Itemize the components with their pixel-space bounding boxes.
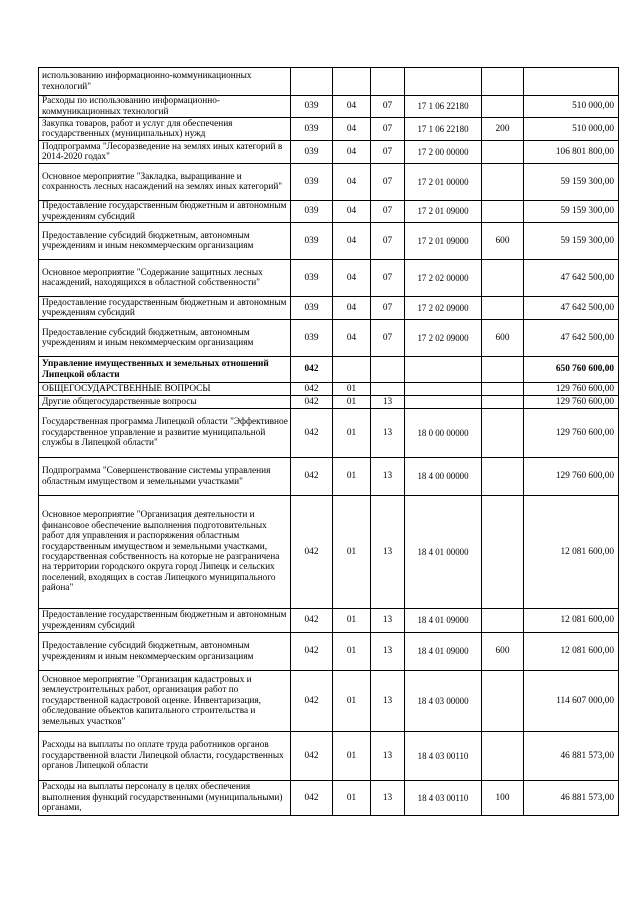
target-article-cell	[405, 357, 482, 383]
table-row	[39, 409, 619, 458]
ministry-code-cell: 042	[291, 409, 333, 458]
row-name-cell: Расходы на выплаты по оплате труда работников органов государственной власти Липецкой области, государственных органов Липецкой области	[39, 732, 291, 781]
target-article-cell	[405, 383, 482, 396]
table-row	[39, 383, 619, 396]
subsection-code-cell: 13	[371, 633, 405, 671]
amount-cell: 46 881 573,00	[524, 781, 619, 816]
subsection-code-cell: 07	[371, 223, 405, 260]
target-article-cell: 17 2 02 00000	[405, 260, 482, 297]
row-name-cell: Предоставление государственным бюджетным и автономным учреждениям субсидий	[39, 609, 291, 633]
expense-type-cell	[482, 96, 524, 118]
row-name-cell: Государственная программа Липецкой области "Эффективное государственное управление и развитие муниципальной службы в Липецкой области"	[39, 409, 291, 458]
table-row	[39, 297, 619, 320]
ministry-code-cell: 039	[291, 297, 333, 320]
table-row	[39, 732, 619, 781]
subsection-code-cell: 07	[371, 164, 405, 201]
amount-cell: 47 642 500,00	[524, 260, 619, 297]
target-article-cell: 18 4 03 00110	[405, 732, 482, 781]
table-row	[39, 781, 619, 816]
section-code-cell: 01	[333, 458, 371, 496]
section-code-cell: 01	[333, 781, 371, 816]
amount-cell	[524, 68, 619, 96]
ministry-code-cell: 039	[291, 260, 333, 297]
ministry-code-cell: 039	[291, 141, 333, 164]
subsection-code-cell	[371, 357, 405, 383]
amount-cell: 12 081 600,00	[524, 633, 619, 671]
ministry-code-cell: 039	[291, 164, 333, 201]
ministry-code-cell: 039	[291, 118, 333, 141]
table-body	[39, 68, 619, 816]
table-row	[39, 396, 619, 409]
section-code-cell: 01	[333, 633, 371, 671]
amount-cell: 129 760 600,00	[524, 396, 619, 409]
subsection-code-cell: 07	[371, 141, 405, 164]
section-code-cell: 04	[333, 320, 371, 357]
target-article-cell: 17 1 06 22180	[405, 96, 482, 118]
section-code-cell: 04	[333, 297, 371, 320]
amount-cell: 59 159 300,00	[524, 164, 619, 201]
subsection-code-cell: 13	[371, 496, 405, 609]
row-name-cell: использованию информационно-коммуникационных технологий"	[39, 68, 291, 96]
expense-type-cell	[482, 297, 524, 320]
amount-cell: 114 607 000,00	[524, 671, 619, 732]
table-row	[39, 68, 619, 96]
ministry-code-cell: 042	[291, 609, 333, 633]
section-code-cell: 01	[333, 496, 371, 609]
ministry-code-cell: 042	[291, 633, 333, 671]
row-name-cell: ОБЩЕГОСУДАРСТВЕННЫЕ ВОПРОСЫ	[39, 383, 291, 396]
subsection-code-cell: 13	[371, 409, 405, 458]
table-row	[39, 320, 619, 357]
subsection-code-cell: 07	[371, 96, 405, 118]
target-article-cell: 18 4 03 00110	[405, 781, 482, 816]
row-name-cell: Основное мероприятие "Организация кадастровых и землеустроительных работ, организация работ по государственной кадастровой оценке. Инвентаризация, обследование объектов капитального строительства и земельных участков"	[39, 671, 291, 732]
table-row	[39, 164, 619, 201]
target-article-cell: 18 4 00 00000	[405, 458, 482, 496]
section-code-cell: 01	[333, 609, 371, 633]
table-row	[39, 609, 619, 633]
row-name-cell: Подпрограмма "Лесоразведение на землях иных категорий в 2014-2020 годах"	[39, 141, 291, 164]
row-name-cell: Расходы на выплаты персоналу в целях обеспечения выполнения функций государственными (муниципальными) органами,	[39, 781, 291, 816]
section-code-cell: 01	[333, 732, 371, 781]
subsection-code-cell: 13	[371, 609, 405, 633]
row-name-cell: Предоставление субсидий бюджетным, автономным учреждениям и иным некоммерческим организациям	[39, 223, 291, 260]
table-row	[39, 458, 619, 496]
row-name-cell: Основное мероприятие "Организация деятельности и финансовое обеспечение выполнения подготовительных работ для управления и распоряжения областным государственным имуществом и земельными участками, государственная собственность на которые не разграничена на территории городского округа город Липецк и сельских поселений, входящих в состав Липецкого муниципального района"	[39, 496, 291, 609]
amount-cell: 46 881 573,00	[524, 732, 619, 781]
subsection-code-cell	[371, 68, 405, 96]
expense-type-cell	[482, 409, 524, 458]
subsection-code-cell: 13	[371, 458, 405, 496]
ministry-code-cell: 042	[291, 781, 333, 816]
budget-table	[38, 67, 619, 816]
expense-type-cell	[482, 201, 524, 223]
table-row	[39, 633, 619, 671]
table-row	[39, 260, 619, 297]
section-code-cell: 04	[333, 223, 371, 260]
amount-cell: 59 159 300,00	[524, 201, 619, 223]
expense-type-cell	[482, 396, 524, 409]
table-row	[39, 118, 619, 141]
expense-type-cell	[482, 671, 524, 732]
subsection-code-cell: 07	[371, 118, 405, 141]
target-article-cell: 18 4 01 09000	[405, 609, 482, 633]
row-name-cell: Основное мероприятие "Закладка, выращивание и сохранность лесных насаждений на землях иных категорий"	[39, 164, 291, 201]
target-article-cell: 18 4 01 00000	[405, 496, 482, 609]
subsection-code-cell: 13	[371, 396, 405, 409]
expense-type-cell	[482, 496, 524, 609]
subsection-code-cell: 07	[371, 297, 405, 320]
subsection-code-cell: 13	[371, 671, 405, 732]
subsection-code-cell	[371, 383, 405, 396]
row-name-cell: Предоставление субсидий бюджетным, автономным учреждениям и иным некоммерческим организациям	[39, 320, 291, 357]
section-code-cell: 04	[333, 164, 371, 201]
row-name-cell: Предоставление государственным бюджетным и автономным учреждениям субсидий	[39, 201, 291, 223]
ministry-code-cell: 042	[291, 732, 333, 781]
table-row	[39, 496, 619, 609]
amount-cell: 129 760 600,00	[524, 458, 619, 496]
target-article-cell	[405, 68, 482, 96]
section-code-cell	[333, 357, 371, 383]
expense-type-cell: 600	[482, 223, 524, 260]
expense-type-cell	[482, 68, 524, 96]
amount-cell: 510 000,00	[524, 118, 619, 141]
ministry-code-cell: 042	[291, 458, 333, 496]
expense-type-cell	[482, 383, 524, 396]
ministry-code-cell: 039	[291, 201, 333, 223]
ministry-code-cell: 042	[291, 496, 333, 609]
target-article-cell: 18 4 03 00000	[405, 671, 482, 732]
table-row	[39, 201, 619, 223]
row-name-cell: Подпрограмма "Совершенствование системы управления областным имуществом и земельными участками"	[39, 458, 291, 496]
table-row	[39, 96, 619, 118]
section-code-cell: 04	[333, 260, 371, 297]
expense-type-cell: 100	[482, 781, 524, 816]
ministry-code-cell: 042	[291, 357, 333, 383]
target-article-cell	[405, 396, 482, 409]
expense-type-cell	[482, 458, 524, 496]
amount-cell: 650 760 600,00	[524, 357, 619, 383]
section-code-cell: 01	[333, 409, 371, 458]
ministry-code-cell: 042	[291, 396, 333, 409]
expense-type-cell: 200	[482, 118, 524, 141]
expense-type-cell	[482, 609, 524, 633]
section-code-cell: 01	[333, 396, 371, 409]
amount-cell: 12 081 600,00	[524, 609, 619, 633]
subsection-code-cell: 13	[371, 732, 405, 781]
subsection-code-cell: 07	[371, 201, 405, 223]
expense-type-cell	[482, 164, 524, 201]
row-name-cell: Другие общегосударственные вопросы	[39, 396, 291, 409]
target-article-cell: 17 2 01 00000	[405, 164, 482, 201]
amount-cell: 47 642 500,00	[524, 297, 619, 320]
target-article-cell: 17 1 06 22180	[405, 118, 482, 141]
amount-cell: 59 159 300,00	[524, 223, 619, 260]
row-name-cell: Предоставление государственным бюджетным и автономным учреждениям субсидий	[39, 297, 291, 320]
table-row	[39, 141, 619, 164]
amount-cell: 47 642 500,00	[524, 320, 619, 357]
row-name-cell: Управление имущественных и земельных отношений Липецкой области	[39, 357, 291, 383]
amount-cell: 510 000,00	[524, 96, 619, 118]
expense-type-cell	[482, 260, 524, 297]
expense-type-cell: 600	[482, 320, 524, 357]
expense-type-cell	[482, 357, 524, 383]
section-code-cell: 04	[333, 96, 371, 118]
section-code-cell: 01	[333, 671, 371, 732]
amount-cell: 106 801 800,00	[524, 141, 619, 164]
subsection-code-cell: 07	[371, 260, 405, 297]
target-article-cell: 17 2 02 09000	[405, 297, 482, 320]
ministry-code-cell: 039	[291, 96, 333, 118]
ministry-code-cell: 042	[291, 671, 333, 732]
row-name-cell: Расходы по использованию информационно-коммуникационных технологий	[39, 96, 291, 118]
row-name-cell: Закупка товаров, работ и услуг для обеспечения государственных (муниципальных) нужд	[39, 118, 291, 141]
subsection-code-cell: 13	[371, 781, 405, 816]
row-name-cell: Предоставление субсидий бюджетным, автономным учреждениям и иным некоммерческим организациям	[39, 633, 291, 671]
expense-type-cell	[482, 141, 524, 164]
amount-cell: 12 081 600,00	[524, 496, 619, 609]
amount-cell: 129 760 600,00	[524, 383, 619, 396]
amount-cell: 129 760 600,00	[524, 409, 619, 458]
expense-type-cell: 600	[482, 633, 524, 671]
target-article-cell: 17 2 01 09000	[405, 223, 482, 260]
expense-type-cell	[482, 732, 524, 781]
target-article-cell: 18 4 01 09000	[405, 633, 482, 671]
target-article-cell: 17 2 02 09000	[405, 320, 482, 357]
table-row	[39, 671, 619, 732]
table-row	[39, 357, 619, 383]
section-code-cell: 04	[333, 201, 371, 223]
section-code-cell: 04	[333, 118, 371, 141]
ministry-code-cell: 039	[291, 320, 333, 357]
ministry-code-cell	[291, 68, 333, 96]
ministry-code-cell: 039	[291, 223, 333, 260]
target-article-cell: 17 2 01 09000	[405, 201, 482, 223]
section-code-cell	[333, 68, 371, 96]
table-row	[39, 223, 619, 260]
subsection-code-cell: 07	[371, 320, 405, 357]
target-article-cell: 18 0 00 00000	[405, 409, 482, 458]
ministry-code-cell: 042	[291, 383, 333, 396]
section-code-cell: 01	[333, 383, 371, 396]
row-name-cell: Основное мероприятие "Содержание защитных лесных насаждений, находящихся в областной собственности"	[39, 260, 291, 297]
section-code-cell: 04	[333, 141, 371, 164]
target-article-cell: 17 2 00 00000	[405, 141, 482, 164]
